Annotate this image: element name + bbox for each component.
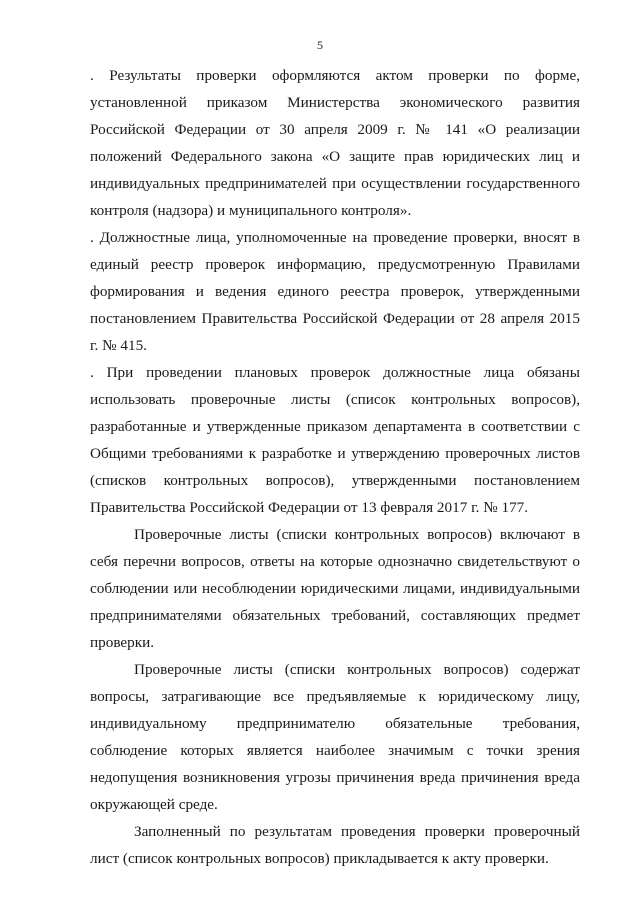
paragraph-inspection-act: . Результаты проверки оформляются актом проверки по форме, установленной приказом Министерства экономического развития Российской Федерации от 30 апреля 2009 г. № 141 «О реализации положений Федерального закона «О защите прав юридических лиц и индивидуальных предпринимателей при осуществлении государственного контроля (надзора) и муниципального контроля».	[90, 67, 580, 219]
paragraph-checklists-contents: Проверочные листы (списки контрольных вопросов) включают в себя перечни вопросов, ответы на которые однозначно свидетельствуют о соблюдении или несоблюдении юридическими лицами, индивидуальными предпринимателями обязательных требований, составляющих предмет проверки.	[90, 526, 580, 651]
paragraph-checklist-attachment: Заполненный по результатам проведения проверки проверочный лист (список контрольных вопросов) прикладывается к акту проверки.	[90, 823, 580, 867]
paragraph-checklists-questions: Проверочные листы (списки контрольных вопросов) содержат вопросы, затрагивающие все предъявляемые к юридическому лицу, индивидуальному предпринимателю обязательные требования, соблюдение которых является наиболее значимым с точки зрения недопущения возникновения угрозы причинения вреда причинения вреда окружающей среде.	[90, 661, 580, 813]
document-body	[90, 62, 580, 872]
page-number: 5	[317, 38, 323, 52]
paragraph-register-entry: . Должностные лица, уполномоченные на проведение проверки, вносят в единый реестр проверок информацию, предусмотренную Правилами формирования и ведения единого реестра проверок, утвержденными постановлением Правительства Российской Федерации от 28 апреля 2015 г. № 415.	[90, 229, 580, 354]
paragraph-checklists-usage: . При проведении плановых проверок должностные лица обязаны использовать проверочные листы (список контрольных вопросов), разработанные и утвержденные приказом департамента в соответствии с Общими требованиями к разработке и утверждению проверочных листов (списков контрольных вопросов), утвержденными постановлением Правительства Российской Федерации от 13 февраля 2017 г. № 177.	[90, 364, 580, 516]
